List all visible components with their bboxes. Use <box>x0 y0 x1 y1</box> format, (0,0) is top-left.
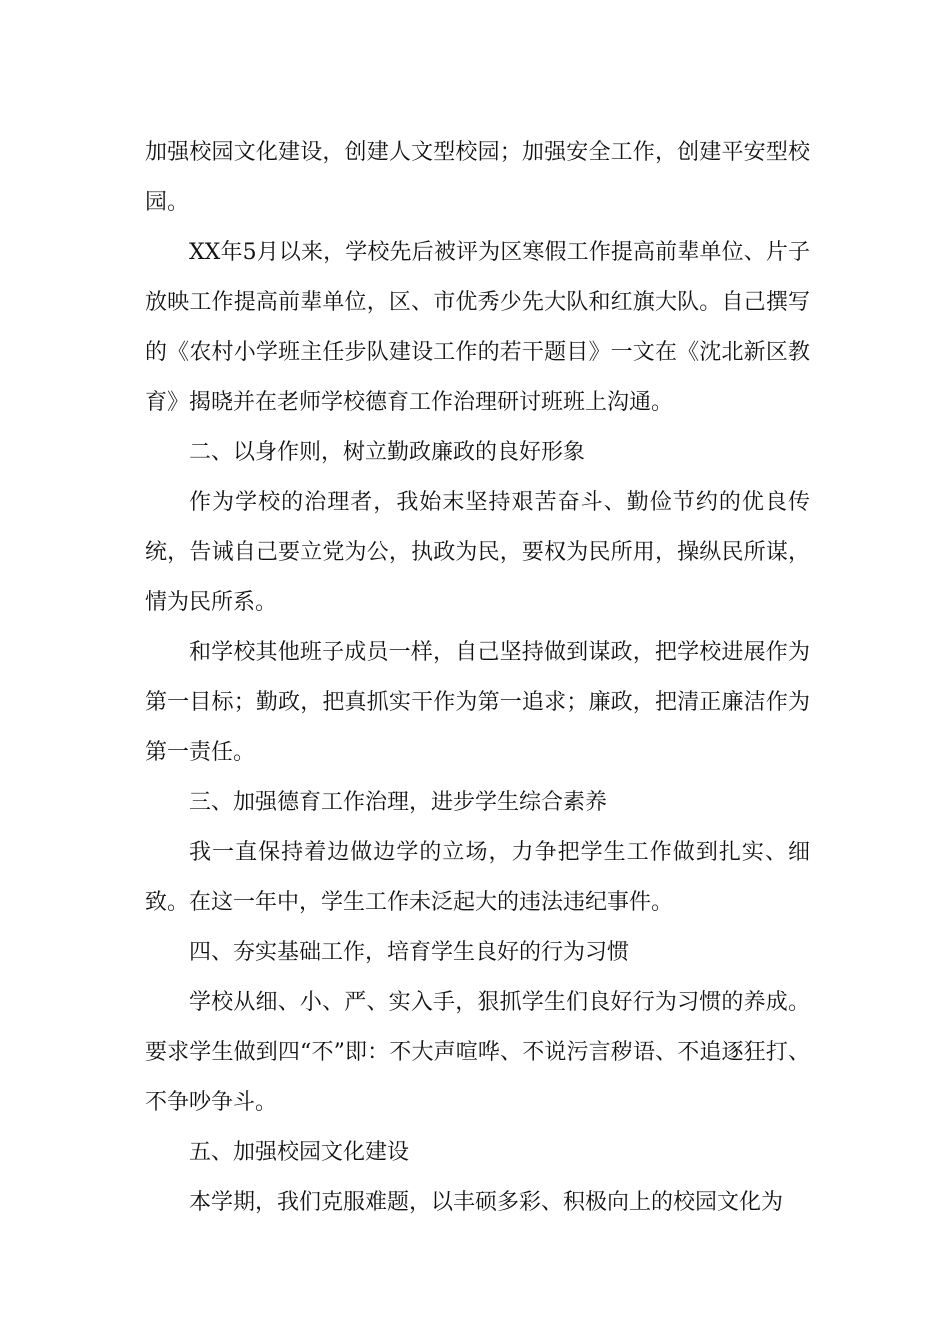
paragraph-habits: 学校从细、小、严、实入手，狠抓学生们良好行为习惯的养成。要求学生做到四“不”即：不大声喧哗、不说污言秽语、不追逐狂打、不争吵争斗。 <box>145 990 810 1115</box>
section-heading-5: 五、加强校园文化建设 <box>189 1140 410 1165</box>
paragraph-honors: XX年5月以来，学校先后被评为区寒假工作提高前辈单位、片子放映工作提高前辈单位，区、市优秀少先大队和红旗大队。自己撰写的《农村小学班主任步队建设工作的若干题目》一文在《沈北新区教育》揭晓并在老师学校德育工作治理研讨班班上沟通。 <box>145 240 810 415</box>
paragraph-manager: 作为学校的治理者，我始末坚持艰苦奋斗、勤俭节约的优良传统，告诫自己要立党为公，执政为民，要权为民所用，操纵民所谋，情为民所系。 <box>145 490 810 615</box>
section-heading-3: 三、加强德育工作治理，进步学生综合素养 <box>189 790 608 815</box>
document-body <box>145 128 810 1228</box>
section-heading-4: 四、夯实基础工作，培育学生良好的行为习惯 <box>189 940 630 965</box>
section-heading-2: 二、以身作则，树立勤政廉政的良好形象 <box>189 440 586 465</box>
paragraph-continuation: 加强校园文化建设，创建人文型校园；加强安全工作，创建平安型校园。 <box>145 140 810 215</box>
paragraph-culture: 本学期，我们克服难题，以丰硕多彩、积极向上的校园文化为 <box>189 1190 784 1215</box>
paragraph-team: 和学校其他班子成员一样，自己坚持做到谋政，把学校进展作为第一目标；勤政，把真抓实干作为第一追求；廉政，把清正廉洁作为第一责任。 <box>145 640 810 765</box>
paragraph-student-work: 我一直保持着边做边学的立场，力争把学生工作做到扎实、细致。在这一年中，学生工作未泛起大的违法违纪事件。 <box>145 840 810 915</box>
